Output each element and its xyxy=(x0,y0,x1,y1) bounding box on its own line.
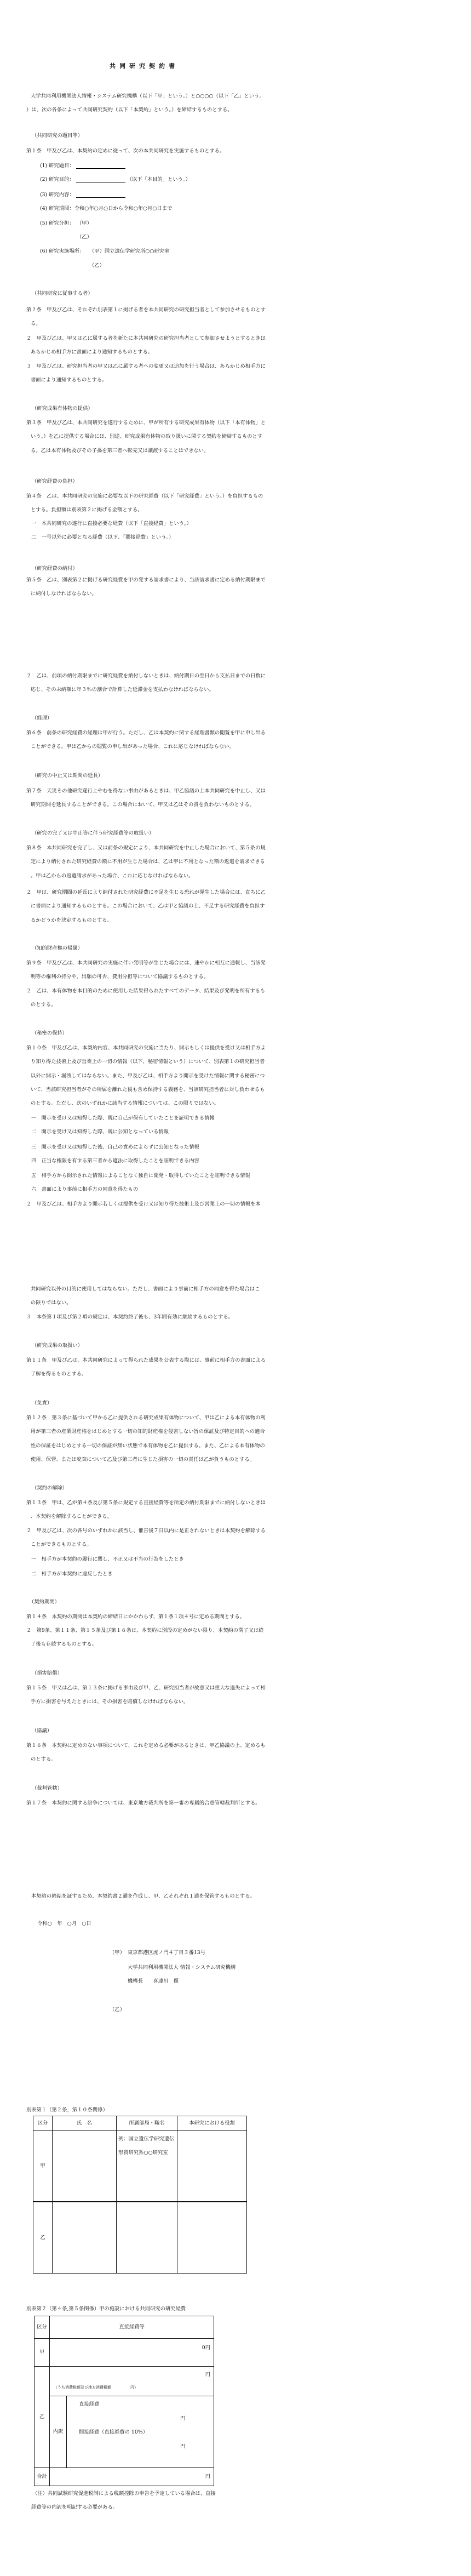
role-cell[interactable] xyxy=(177,2202,247,2274)
research-period: (4) 研究期間：令和○年○月○日から令和○年○月○日まで xyxy=(40,205,173,212)
article-10-para-2-start: ２ 甲及び乙は、相手方より開示若しくは提供を受け又は知り得た技術上及び営業上の一切の情報を本 xyxy=(26,1201,261,1207)
article-2-para-1: 第２条 甲及び乙は、それぞれ別表第１に掲げる者を本共同研究の研究担当者として参加させるものとする。 xyxy=(26,307,266,327)
article-11-heading: （研究成果の取扱い） xyxy=(32,1343,83,1349)
article-1-heading: （共同研究の題目等） xyxy=(32,133,83,139)
article-4-para-1: 第４条 乙は、本共同研究の実施に必要な以下の研究経費（以下「研究経費」という。）を負担するものとする。負担額は別表第２に掲げる金額とする。 xyxy=(26,493,263,513)
article-17-heading: （裁判管轄） xyxy=(32,1785,62,1791)
department-cell[interactable]: 例：国立遺伝学研究遺伝形質研究系○○研究室 xyxy=(117,2131,177,2202)
research-title-field xyxy=(40,159,127,173)
indirect-cost-amount: 円 xyxy=(180,2443,186,2449)
article-4-item-2: 二 一号以外に必要となる経費（以下、「間接経費」という。） xyxy=(31,534,174,540)
article-3-heading: （研究成果有体物の提供） xyxy=(32,405,93,412)
document-title: 共同研究契約書 xyxy=(110,62,179,70)
article-8-para-2: ２ 甲は、研究期間の延長により納付された研究経費に不足を生じる恐れが発生した場合には、直ちに乙に書面により通知するものとする。この場合において、乙は甲と協議の上、不足する研究経費を負担するかどうかを決定するものとする。 xyxy=(26,889,266,923)
article-13-item-1: 一 相手方が本契約の履行に関し、不正又は不当の行為をしたとき xyxy=(31,1556,184,1562)
otsu-amount-cell[interactable] xyxy=(50,2367,214,2396)
row-label-ko: 甲 xyxy=(35,2339,50,2367)
header-role: 本研究における役割 xyxy=(177,2116,247,2131)
research-cost-table xyxy=(34,2316,214,2486)
header-name: 氏 名 xyxy=(53,2116,117,2131)
article-7-para-1: 第７条 天災その他研究遂行上やむを得ない事由があるときは、甲乙協議の上本共同研究を中止し、又は研究期間を延長することができる。この場合において、甲又は乙はその責を負わないものとする。 xyxy=(26,788,266,808)
research-purpose-field xyxy=(40,173,191,186)
row-label-otsu: 乙 xyxy=(35,2367,50,2468)
article-4-heading: （研究経費の負担） xyxy=(32,478,78,484)
article-6-para-1: 第６条 前条の研究経費の経理は甲が行う。ただし、乙は本契約に関する経理書類の閲覧を甲に申し出ることができる。甲は乙からの閲覧の申し出があった場合、これに応じなければならない。 xyxy=(26,730,266,750)
table-row xyxy=(33,2202,247,2274)
article-10-para-1: 第１０条 甲及び乙は、本契約内容、本共同研究の実施に当たり、開示もしくは提供を受け又は相手方より知り得た技術上及び営業上の一切の情報（以下、秘密情報という）について、別表第１の研究担当者以外に開示・漏洩してはならない。また、甲及び乙は、相手方より開示を受けた情報に関する秘密について、当該研究担当者がその所属を離れた後も含め保持する義務を、当該研究担当者に対し負わせるものとする。ただし、次のいずれかに該当する情報については、この限りではない。 xyxy=(26,1045,266,1107)
party-ko-organization: 大学共同利用機関法人 情報・システム研究機構 xyxy=(128,1964,236,1970)
article-14-heading: （契約期間） xyxy=(29,1599,60,1605)
article-17-para-1: 第１７条 本契約に関する紛争については、東京地方裁判所を第一審の専属的合意管轄裁判所とする。 xyxy=(26,1800,261,1806)
direct-cost-amount: 円 xyxy=(180,2415,186,2421)
header-kubun: 区分 xyxy=(35,2316,50,2339)
article-9-heading: （知的財産権の帰属） xyxy=(32,945,83,951)
preamble: 大学共同利用機関法人情報・システム研究機構（以下「甲」という。）と○○○○（以下「乙」という。）は、次の各条によって共同研究契約（以下「本契約」という。）を締結するものとする。 xyxy=(26,93,262,113)
article-13-item-2: 二 相手方が本契約に違反したとき xyxy=(31,1571,113,1577)
article-15-para-1: 第１５条 甲又は乙は、第１３条に掲げる事由及び甲、乙、研究担当者が故意又は重大な過失によって相手方に損害を与えたときには、その損害を賠償しなければならない。 xyxy=(26,1685,266,1705)
article-3-para-1: 第３条 甲及び乙は、本共同研究を遂行するために、甲が所有する研究成果有体物（以下「本有体物」という。）を乙に提供する場合には、別途、研究成果有体物の取り扱いに関する契約を締結するものとする。乙は本有体物及びその子孫を第三者へ転売又は譲渡することはできない。 xyxy=(26,420,266,454)
article-2-para-2: ２ 甲及び乙は、甲又は乙に属する者を新たに本共同研究の研究担当者として参加させようとするときはあらかじめ相手方に書面により通知するものとする。 xyxy=(26,335,266,356)
article-8-heading: （研究の完了又は中止等に伴う研究経費等の取扱い） xyxy=(32,830,154,836)
blank-line xyxy=(76,163,125,169)
breakdown-cell[interactable] xyxy=(67,2396,214,2468)
article-13-para-2: ２ 甲及び乙は、次の各号のいずれかに該当し、催告後７日以内に是正されないときは本契約を解除することができるものとする。 xyxy=(26,1528,266,1548)
name-cell[interactable] xyxy=(53,2131,117,2202)
article-8-para-1: 第８条 本共同研究を完了し、又は前条の規定により、本共同研究を中止した場合において、第５条の規定により納付された研究経費の額に不用が生じた場合は、乙は甲に不用となった額の返還を請求できる。甲は乙からの返還請求があった場合、これに応じなければならない。 xyxy=(26,845,266,879)
table-row xyxy=(35,2367,214,2396)
header-kubun: 区分 xyxy=(33,2116,53,2131)
article-9-para-1: 第９条 甲及び乙は、本共同研究の実施に伴い発明等が生じた場合には、速やかに相互に通報し、当該発明等の権利の持分や、出願の可否、費用分担等について協議するものとする。 xyxy=(26,960,266,980)
article-10-item: 五 相手方から開示された情報によることなく独自に開発・取得していたことを証明できる情報 xyxy=(31,1173,250,1179)
name-cell[interactable] xyxy=(53,2202,117,2274)
article-9-para-2: ２ 乙は、本有体物を本目的のために使用した結果得られたすべてのデータ、結果及び発明を所有するものとする。 xyxy=(26,988,266,1008)
article-10-item: 四 正当な権限を有する第三者から適法に取得したことを証明できる内容 xyxy=(31,1158,199,1164)
header-department: 所属部局・職名 xyxy=(117,2116,177,2131)
research-share-otsu: （乙） xyxy=(77,234,92,240)
research-place-otsu: （乙） xyxy=(89,262,105,269)
total-label: 合計 xyxy=(35,2468,50,2486)
article-12-para-1: 第１２条 第３条に基づいて甲から乙に提供される研究成果有体物について、甲は乙による本有体物の利用が第三者の産業財産権をはじめとする一切の知的財産権を侵害しない旨の保証及び特定目的への適合性の保証をはじめとする一切の保証が無い状態で本有体物を乙に提供する。また、乙による本有体物の使用、保管、または廃棄について乙及び第三者に生じた損害の一切の責任は乙が負うものとする。 xyxy=(26,1415,266,1463)
article-11-para-1: 第１１条 甲及び乙は、本共同研究によって得られた成果を公表する際には、事前に相手方の書面による了解を得るものとする。 xyxy=(26,1357,266,1378)
article-10-item: 二 開示を受け又は知得した際、既に公知となっている情報 xyxy=(31,1129,169,1135)
researchers-table xyxy=(33,2116,247,2274)
article-16-para-1: 第１６条 本契約に定めのない事項について、これを定める必要があるときは、甲乙協議の上、定めるものとする。 xyxy=(26,1743,266,1763)
department-cell[interactable] xyxy=(117,2202,177,2274)
article-13-heading: （契約の解除） xyxy=(32,1485,68,1491)
party-otsu-label: （乙） xyxy=(110,2007,125,2013)
party-ko-representative: 機構長 喜連川 優 xyxy=(128,1978,179,1984)
otsu-amount: 円 xyxy=(205,2372,210,2378)
table-row xyxy=(33,2131,247,2202)
article-14-para-2: ２ 第9条、第１１条、第１５条及び第１６条は、本契約に別段の定めがない限り、本契約の満了又は終了後も存続するものとする。 xyxy=(26,1627,264,1648)
appendix-1-caption: 別表第１（第２条，第１０条関係） xyxy=(26,2107,108,2113)
article-6-heading: （経理） xyxy=(32,715,53,721)
breakdown-label: 内訳 xyxy=(50,2396,67,2468)
blank-line xyxy=(76,177,125,182)
article-5-para-2: ２ 乙は、前項の納付期限までに研究経費を納付しないときは、納付期日の翌日から支払日までの日数に応じ、その未納額に年３％の割合で計算した延滞金を支払わなければならない。 xyxy=(26,673,266,693)
article-2-para-3: ３ 甲及び乙は、研究担当者の甲又は乙に属する者への変更又は追加を行う場合は、あらかじめ相手方に書面により通知するものとする。 xyxy=(26,363,266,384)
research-place-label: (6) 研究実施場所： xyxy=(40,248,85,254)
role-cell[interactable] xyxy=(177,2131,247,2202)
research-purpose-label: (2) 研究目的： xyxy=(40,176,74,182)
table-header-row xyxy=(35,2316,214,2339)
research-title-label: (1) 研究題目： xyxy=(40,163,74,169)
article-10-item: 一 開示を受け又は知得した際、既に自己が保有していたことを証明できる情報 xyxy=(31,1115,215,1121)
article-13-para-1: 第１３条 甲は、乙が第４条及び第５条に規定する直接経費等を所定の納付期限までに納付しないときは、本契約を解除することができる。 xyxy=(26,1500,266,1520)
article-15-heading: （損害賠償） xyxy=(32,1670,62,1676)
article-2-heading: （共同研究に従事する者） xyxy=(32,290,93,296)
research-share-label: (5) 研究分担： xyxy=(40,220,74,226)
article-10-para-3: ３ 本条第１項及び第２項の規定は、本契約終了後も、3年間有効に継続するものとする。 xyxy=(26,1314,233,1320)
table-row xyxy=(35,2396,214,2468)
ko-amount[interactable]: 0円 xyxy=(50,2339,214,2367)
article-5-para-1: 第５条 乙は、別表第２に掲げる研究経費を甲の発する請求書により、当該請求書に定める納付期限までに納付しなければならない。 xyxy=(26,577,266,597)
article-7-heading: （研究の中止又は期間の延長） xyxy=(32,773,104,779)
otsu-tax-note: （うち消費税額及び地方消費税額 円） xyxy=(54,2385,138,2390)
row-label-otsu: 乙 xyxy=(33,2202,53,2274)
article-12-heading: （免責） xyxy=(32,1400,53,1406)
indirect-cost-label: 間接経費（直接経費の 10%） xyxy=(79,2429,148,2435)
total-amount[interactable]: 円 xyxy=(50,2468,214,2486)
research-purpose-suffix: （以下「本目的」という。） xyxy=(127,176,191,182)
footnote: （注）共同試験研究促進税制による税額控除の申告を予定している場合は、直接経費等の内訳を明記する必要がある。 xyxy=(31,2491,216,2511)
table-row xyxy=(35,2339,214,2367)
article-16-heading: （協議） xyxy=(32,1728,53,1734)
research-place-ko: （甲）国立遺伝学研究所○○研究室 xyxy=(89,248,170,254)
header-direct-cost: 直接経費等 xyxy=(50,2316,214,2339)
party-ko-address: 東京都港区虎ノ門４丁目３番13号 xyxy=(128,1950,205,1956)
article-10-para-2-cont: 共同研究以外の目的に使用してはならない。ただし、書面により事前に相手方の同意を得た場合はこの限りではない。 xyxy=(31,1286,260,1306)
research-content-label: (3) 研究内容： xyxy=(40,192,74,198)
table-header-row xyxy=(33,2116,247,2131)
appendix-2-caption: 別表第２（第４条,第５条関係）甲の施設における共同研究の研究経費 xyxy=(26,2306,186,2312)
table-row xyxy=(35,2468,214,2486)
article-10-item: 六 書面により事前に相手方の同意を得たもの xyxy=(31,1186,139,1192)
article-14-para-1: 第１４条 本契約の期間は本契約の締結日にかかわらず、第１条１項４号に定める期間とする。 xyxy=(26,1614,245,1620)
blank-line xyxy=(76,192,125,198)
direct-cost-label: 直接経費 xyxy=(79,2401,100,2407)
contract-date: 令和○ 年 ○月 ○日 xyxy=(37,1921,91,1927)
article-5-heading: （研究経費の納付） xyxy=(32,566,78,572)
article-1: 第１条 甲及び乙は、本契約の定めに従って、次の本共同研究を実施するものとする。 xyxy=(26,148,225,154)
closing-statement: 本契約の締結を証するため、本契約書２通を作成し、甲、乙それぞれ１通を保管するものとする。 xyxy=(31,1893,255,1899)
party-ko-label: （甲） xyxy=(110,1950,125,1956)
article-4-item-1: 一 本共同研究の遂行に直接必要な経費（以下「直接経費」という。） xyxy=(31,521,192,527)
row-label-ko: 甲 xyxy=(33,2131,53,2202)
research-content-field xyxy=(40,188,127,202)
research-share-ko: （甲） xyxy=(77,220,92,226)
article-10-item: 三 開示を受け又は知得した後、自己の責めによらずに公知となった情報 xyxy=(31,1144,199,1150)
article-10-heading: （秘密の保持） xyxy=(32,1030,68,1036)
